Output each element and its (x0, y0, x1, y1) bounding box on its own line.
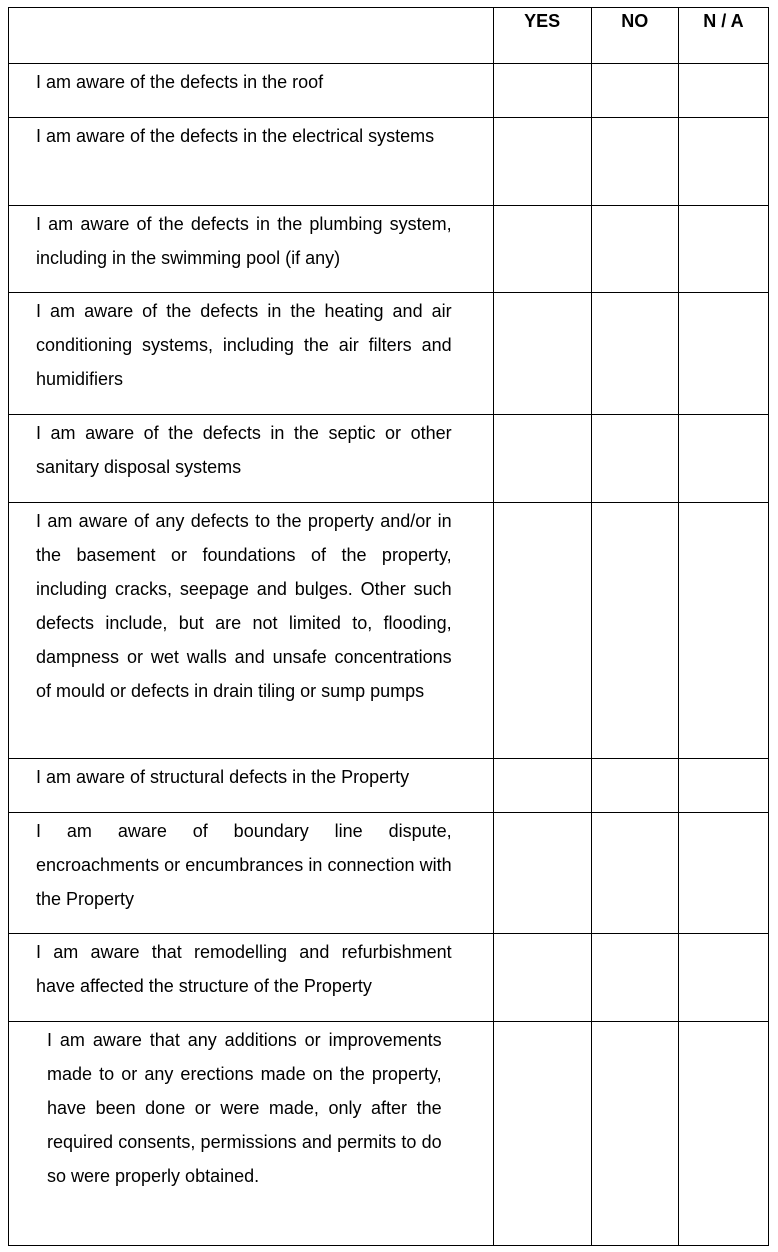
na-cell[interactable] (678, 813, 768, 934)
header-row (9, 8, 769, 64)
table-row (9, 759, 769, 813)
question-text: I am aware of any defects to the property and/or in the basement or foundations of the property, including cracks, seepage and bulges. Other such defects include, but are not limited to, flooding, dampness or wet walls and unsafe concentrations of mould or defects in drain tiling or sump pumps (9, 503, 494, 759)
yes-cell[interactable] (493, 415, 591, 503)
na-cell[interactable] (678, 293, 768, 415)
table-row (9, 64, 769, 118)
no-cell[interactable] (591, 759, 678, 813)
yes-cell[interactable] (493, 503, 591, 759)
table-row (9, 503, 769, 759)
no-cell[interactable] (591, 1022, 678, 1246)
na-cell[interactable] (678, 934, 768, 1022)
na-cell[interactable] (678, 118, 768, 206)
yes-cell[interactable] (493, 1022, 591, 1246)
no-cell[interactable] (591, 415, 678, 503)
na-cell[interactable] (678, 1022, 768, 1246)
no-cell[interactable] (591, 64, 678, 118)
table-row (9, 293, 769, 415)
question-text: I am aware of the defects in the septic or other sanitary disposal systems (9, 415, 494, 503)
yes-cell[interactable] (493, 759, 591, 813)
question-text: I am aware of boundary line dispute, encroachments or encumbrances in connection with the Property (9, 813, 494, 934)
na-cell[interactable] (678, 415, 768, 503)
question-text: I am aware of the defects in the plumbing system, including in the swimming pool (if any) (9, 206, 494, 293)
na-cell[interactable] (678, 759, 768, 813)
yes-cell[interactable] (493, 293, 591, 415)
question-text: I am aware of structural defects in the Property (9, 759, 494, 813)
header-yes: YES (493, 8, 591, 64)
no-cell[interactable] (591, 293, 678, 415)
disclosure-table (8, 7, 769, 1246)
no-cell[interactable] (591, 813, 678, 934)
na-cell[interactable] (678, 206, 768, 293)
no-cell[interactable] (591, 503, 678, 759)
table-row (9, 415, 769, 503)
header-blank-cell (9, 8, 494, 64)
yes-cell[interactable] (493, 813, 591, 934)
yes-cell[interactable] (493, 934, 591, 1022)
na-cell[interactable] (678, 64, 768, 118)
question-text: I am aware of the defects in the roof (9, 64, 494, 118)
table-row (9, 1022, 769, 1246)
yes-cell[interactable] (493, 118, 591, 206)
question-text: I am aware that any additions or improvements made to or any erections made on the property, have been done or were made, only after the required consents, permissions and permits to do so were properly obtained. (9, 1022, 494, 1246)
na-cell[interactable] (678, 503, 768, 759)
header-no: NO (591, 8, 678, 64)
yes-cell[interactable] (493, 64, 591, 118)
table-row (9, 934, 769, 1022)
header-na: N / A (678, 8, 768, 64)
table-row (9, 118, 769, 206)
no-cell[interactable] (591, 934, 678, 1022)
question-text: I am aware of the defects in the electrical systems (9, 118, 494, 206)
question-text: I am aware of the defects in the heating and air conditioning systems, including the air filters and humidifiers (9, 293, 494, 415)
no-cell[interactable] (591, 206, 678, 293)
table-row (9, 206, 769, 293)
question-text: I am aware that remodelling and refurbishment have affected the structure of the Property (9, 934, 494, 1022)
table-row (9, 813, 769, 934)
no-cell[interactable] (591, 118, 678, 206)
yes-cell[interactable] (493, 206, 591, 293)
